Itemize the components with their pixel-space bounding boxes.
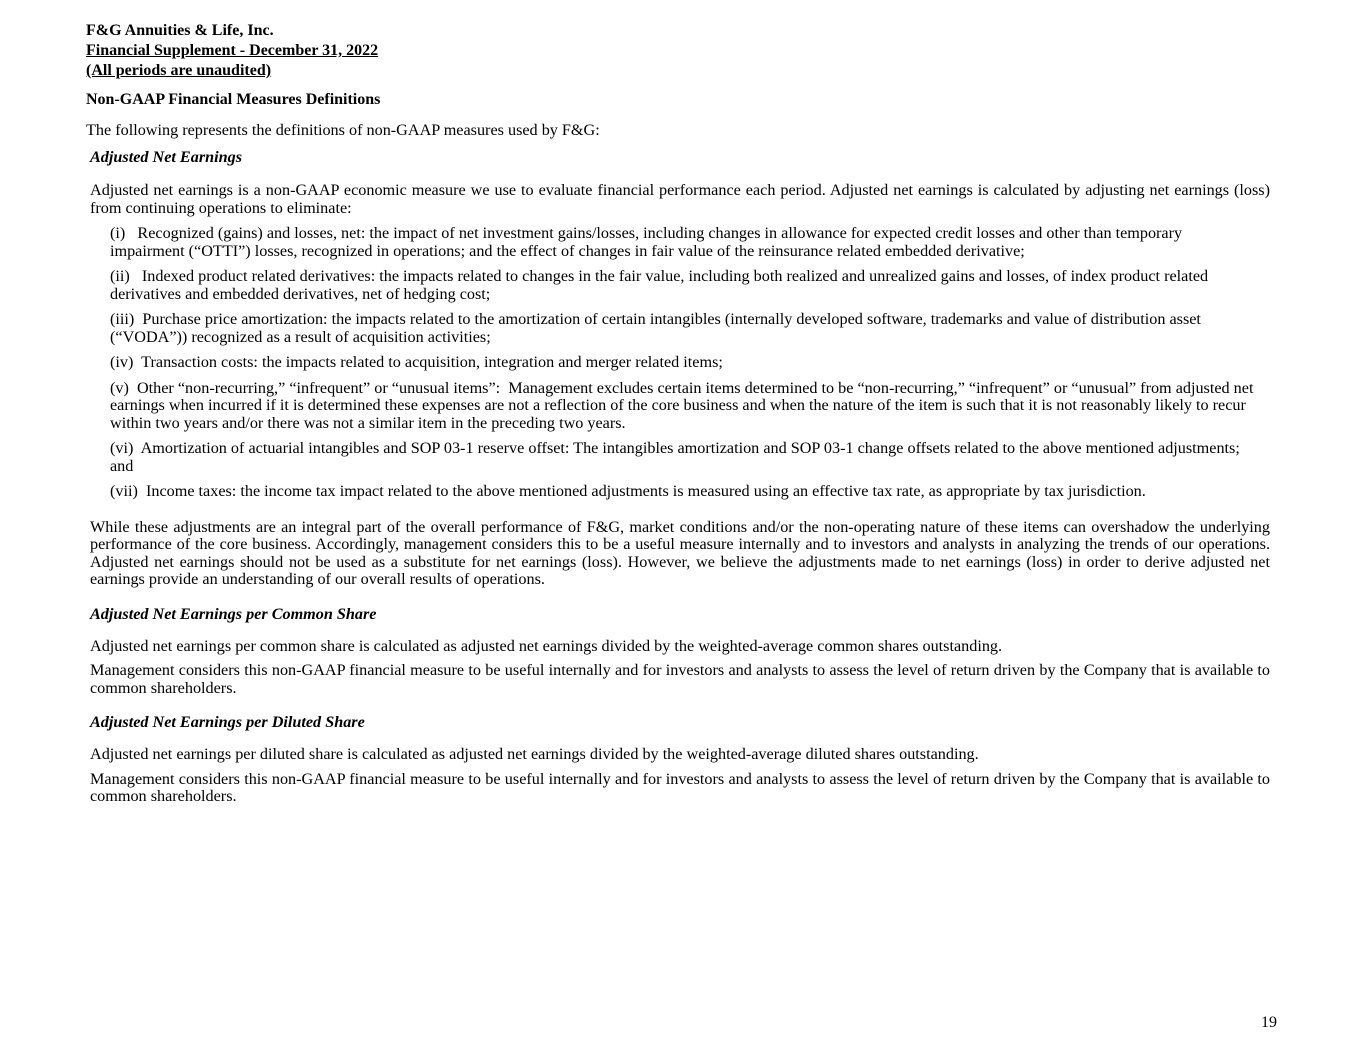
paragraph-per-diluted-share-usefulness: Management considers this non-GAAP financial measure to be useful internally and for investors and analysts to assess the level of return driven by the Company that is available to common shareholders. — [90, 769, 1270, 805]
subhead-per-diluted-share: Adjusted Net Earnings per Diluted Share — [90, 713, 365, 731]
paragraph-per-common-share-definition: Adjusted net earnings per common share is calculated as adjusted net earnings divided by the weighted-average common shares outstanding. — [90, 636, 1003, 655]
definitions-content — [90, 147, 1270, 806]
subhead-adjusted-net-earnings: Adjusted Net Earnings — [90, 148, 243, 166]
company-name: F&G Annuities & Life, Inc. — [86, 22, 274, 39]
document-header — [86, 21, 378, 81]
subhead-per-common-share: Adjusted Net Earnings per Common Share — [90, 604, 377, 623]
list-item: (vii) Income taxes: the income tax impact related to the above mentioned adjustments is measured using an effective tax rate, as appropriate by tax jurisdiction. — [110, 482, 1146, 500]
section-title: Non-GAAP Financial Measures Definitions — [86, 91, 381, 108]
list-item: (iv) Transaction costs: the impacts related to acquisition, integration and merger related items; — [110, 353, 723, 371]
list-item: (vi) Amortization of actuarial intangibles and SOP 03-1 reserve offset: The intangibles amortization and SOP 03-1 change offsets related to the above mentioned adjustments; and — [110, 439, 1240, 475]
paragraph-adjusted-net-earnings: Adjusted net earnings is a non-GAAP economic measure we use to evaluate financial performance each period. Adjusted net earnings is calculated by adjusting net earnings (loss) from continuing operations to eliminate: — [90, 181, 1270, 217]
intro-text: The following represents the definitions of non-GAAP measures used by F&G: — [86, 121, 600, 139]
paragraph-per-common-share-usefulness: Management considers this non-GAAP financial measure to be useful internally and for investors and analysts to assess the level of return driven by the Company that is available to common shareholders. — [90, 661, 1270, 697]
list-item: (i) Recognized (gains) and losses, net: the impact of net investment gains/losses, including changes in allowance for expected credit losses and other than temporary impairment (“OTTI”) losses, recognized in operations; and the effect of changes in fair value of the reinsurance related embedded derivative; — [110, 224, 1183, 260]
page-number: 19 — [1261, 1014, 1277, 1031]
paragraph-per-diluted-share-definition: Adjusted net earnings per diluted share is calculated as adjusted net earnings divided by the weighted-average diluted shares outstanding. — [90, 745, 979, 763]
list-item: (ii) Indexed product related derivatives: the impacts related to changes in the fair value, including both realized and unrealized gains and losses, of index product related derivatives and embedded derivatives, net of hedging cost; — [110, 267, 1209, 303]
unaudited-note: (All periods are unaudited) — [86, 62, 272, 79]
supplement-title: Financial Supplement - December 31, 2022 — [86, 42, 379, 59]
list-item: (iii) Purchase price amortization: the impacts related to the amortization of certain intangibles (internally developed software, trademarks and value of distribution asset (“VODA”)) recognized as a result of acquisition activities; — [110, 310, 1201, 346]
list-item: (v) Other “non-recurring,” “infrequent” or “unusual items”: Management excludes certain items determined to be “non-recurring,” “infrequent” or “unusual” from adjusted net earnings when incurred if it is determined these expenses are not a reflection of the core business and when the nature of the item is such that it is not reasonably likely to recur within two years and/or there was not a similar item in the preceding two years. — [110, 378, 1254, 432]
paragraph-adjustments-closing: While these adjustments are an integral part of the overall performance of F&G, market conditions and/or the non-operating nature of these items can overshadow the underlying performance of the core business. Accordingly, management considers this to be a useful measure internally and to investors and analysts in analyzing the trends of our operations. Adjusted net earnings should not be used as a substitute for net earnings (loss). However, we believe the adjustments made to net earnings (loss) in order to derive adjusted net earnings provide an understanding of our overall results of operations. — [90, 517, 1270, 588]
